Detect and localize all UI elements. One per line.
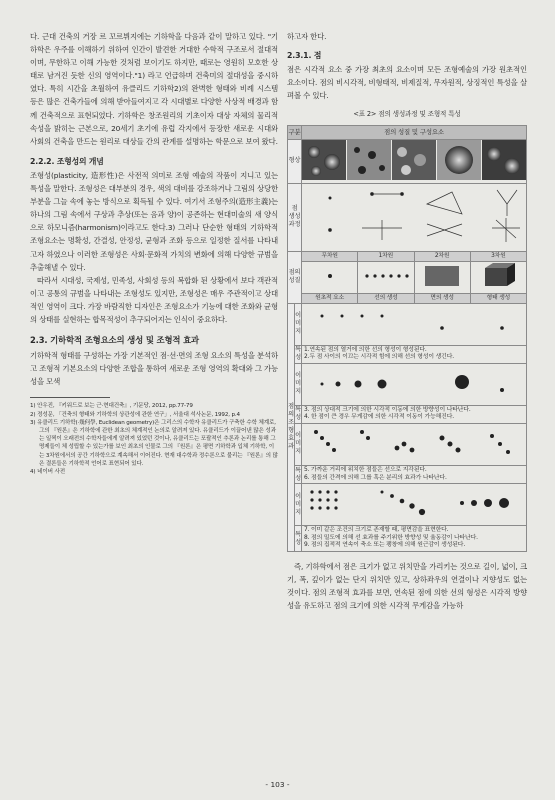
prop-label: 면의 생성 (414, 293, 470, 303)
page-number: - 103 - (265, 780, 290, 789)
row-label-feature: 특성 (295, 526, 302, 552)
prop-label: 형태 생성 (470, 293, 526, 303)
row-label-shape: 형상 (288, 139, 302, 183)
row-label-effect: 점의 조형 효과 (288, 303, 295, 551)
table-header-category: 구분 (288, 125, 302, 139)
row-label-feature: 특성 (295, 345, 302, 363)
prop-label: 선의 생성 (358, 293, 414, 303)
generation-diagrams (302, 183, 527, 251)
effect-image-2 (302, 363, 527, 405)
prop-cell-plane (414, 261, 470, 293)
diagram-dimension-3 (497, 190, 517, 216)
table-header-properties: 점의 성질 및 구성요소 (302, 125, 527, 139)
footnote-divider (30, 397, 110, 398)
effect-feature-3: 5. 가까운 거리에 위치한 점들은 선으로 지각된다. 6. 점들의 간격에 의해 그룹 혹은 분리의 효과가 나타난다. (302, 465, 527, 483)
row-label-feature: 특성 (295, 465, 302, 483)
right-column (287, 30, 527, 612)
effect-image-4 (302, 484, 527, 526)
paragraph: 즉, 기하학에서 점은 크기가 없고 위치만을 가리키는 것으로 길이, 넓이, 크기, 폭, 깊이가 없는 단지 위치만 있고, 상하좌우의 연결이나 지향성도 없는 것이다. 점의 조형적 효과를 보면, 연속된 점에 의한 선의 형성은 시각적 방향성을 유도하고 점의 크기에 의한 시각적 무게감을 가능하 (287, 561, 527, 611)
row-label-properties: 점의 성질 (288, 251, 302, 303)
diagram-row2 (329, 218, 521, 242)
paragraph: 하고자 한다. (287, 32, 327, 41)
paragraph: 따라서 시대성, 국제성, 민족성, 사회성 등의 복합화 된 상황에서 보다 객관적이고 공통의 규범을 나타내는 조형성도 있지만, 조형성은 매우 주관적이고 상대적인 영역이 크다. 가장 바람직한 디자인은 조형요소가 기능에 대한 조화와 균형의 상태를 실현하는 합목적성이 추구되어지는 인식이 중요하다. (30, 275, 278, 324)
effect-feature-2: 3. 점의 상대적 크기에 의한 시각적 이동에 의한 방향성이 나타난다. 4. 한 점이 큰 경우 무게감에 의한 시각적 이동이 가능해진다. (302, 405, 527, 423)
prop-cell-volume (470, 261, 526, 293)
paragraph: 점은 시각적 요소 중 가장 최초의 요소이며 모든 조형예술의 가장 원초적인 요소이다. 점의 비시각적, 비형태적, 비제질적, 무자원적, 상징적인 특성을 살펴볼 수 있다. (287, 65, 527, 101)
prop-cell-line (358, 261, 414, 293)
row-label-generation: 점 생성과정 (288, 183, 302, 251)
section-heading-2-2-2: 2.2.2. 조형성의 개념 (30, 156, 104, 166)
point-generation-table (287, 125, 527, 552)
photo-bubbles (482, 140, 526, 180)
table-caption: <표 2> 점의 생성과정 및 조형적 특성 (353, 110, 461, 119)
paragraph: 기하학적 형태를 구성하는 가장 기본적인 점·선·면의 조형 요소의 특성을 분석하고 조형적 기본요소의 다양한 조합을 통하여 새로운 조형 영역의 확대와 그 가능성을 모색 (30, 351, 278, 387)
diagram-dimension-1 (371, 192, 404, 195)
dim-label: 2차원 (414, 251, 470, 261)
dim-label: 무차원 (302, 251, 358, 261)
row-label-image: 이미지 (295, 303, 302, 345)
footnote: 3) 유클리드 기하학(·幾何學, Euclidean geometry)은 그리스의 수학자 유클리드가 구축한 수학 체계로, 그의 『원론』은 기하학에 관한 최초의 체계적인 논의로 알려져 있다. 유클리드가 이끌어낸 많은 성과는 일찍이 오래전의 수학자들에게 알려져 있었던 것이나, 유클리드는 포괄적인 추론과 논리를 통해 그 명제들이 체 성립할 수 있는가를 보인 최초의 인물로 그의 『원론』은 평면 기하학과 입체 기하학, 이는 3차원에서의 공간 기하학으로 계속해서 이어진다. 현재 대수학과 정수론으로 불리는 『원론』의 많은 결론들은 기하학적 언어로 표현되어 있다. (30, 419, 278, 467)
effect-feature-4: 7. 이미 같은 조건의 크기로 존재할 때, 평면감을 표현한다. 8. 점의 밀도에 의해 선 효과를 주기위한 방향성 및 율동감이 나타난다. 9. 점의 집적적 연속이 축소 또는 팽창에 의해 원근감이 생성된다. (302, 526, 527, 552)
paragraph: 다. 근대 건축의 거장 르 꼬르뷔지에는 기하학을 다음과 같이 말하고 있다. "기하학은 우주를 이해하기 위하여 인간이 발견한 거대한 수학적 구조로서 절대적이며, 무한하고 이해 가능한 것처럼 보이기도 하지만, 때로는 영원히 모호한 상태로 남겨진 듯한 신의 영역이다."1) 라고 언급하며 건축미의 절대성을 중시하였다. 특히 시간을 초월하여 유클리드 기하학2)의 완벽한 형태와 비례 시스템 등은 많은 건축가들에 의해 받아들여지고 각 시대별로 다양한 사상적 배경과 함께 건축적으로 표현되었다. 기하학은 창조원리의 기초이자 대상 자체의 물리적 속성을 밝히는 근본으로, 20세기 초기에 유럽 각지에서 등장한 새로운 시대와 사회의 건축을 만드는 원리로 대상들 간의 관계를 설명하는 학문으로 보여 왔다. (30, 32, 278, 146)
shape-photo-strip (302, 140, 526, 180)
section-heading-2-3: 2.3. 기하학적 조형요소의 생성 및 조형적 효과 (30, 335, 199, 346)
prop-cell-point (302, 261, 358, 293)
paragraph: 조형성(plasticity, 造形性)은 사전적 의미로 조형 예술의 작품이 지니고 있는 특성을 말한다. 조형성은 대부분의 경우, 색의 대비를 강조하거나 그림의 상당한 부분을 그늘 속에 놓는 방식으로 획득될 수 있다. 여기서 조형주의(造形主義)는 하나의 그림 속에서 구상과 추상(또는 음과 양)이 공존하는 현대미술의 새 양식으로 하모니즘(harmonism)이라고도 한다.3) 그러나 단순한 형태의 기하학적 조형요소는 명확성, 간결성, 안정성, 균형과 조화 등으로 일정한 질서를 나타내고자 하였으나 이러한 조형성은 사회·문화적 가치의 변화에 의해 다양한 규범을 추출해낼 수 있다. (30, 170, 278, 272)
prop-label: 원초적 요소 (302, 293, 358, 303)
diagram-dimension-2 (427, 192, 462, 214)
generation-diagram-svg (302, 184, 526, 248)
row-label-image: 이미지 (295, 484, 302, 526)
left-column (30, 30, 278, 476)
footnote: 2) 정성문, 「건축의 형태와 기하학의 상관성에 관한 연구」, 서울대 석사논문, 1992, p.4 (30, 411, 240, 418)
photo-dots (347, 140, 391, 180)
section-heading-2-3-1: 2.3.1. 점 (287, 51, 322, 61)
effect-image-1 (302, 303, 527, 345)
shape-photos (302, 139, 527, 183)
row-label-image: 이미지 (295, 363, 302, 405)
row-label-feature: 특성 (295, 405, 302, 423)
diagram-dimension-0 (329, 196, 332, 199)
row-label-image: 이미지 (295, 423, 302, 465)
dim-label: 3차원 (470, 251, 526, 261)
footnote: 4) 네이버 사전 (30, 469, 65, 476)
effect-feature-1: 1.연속된 점의 열거에 의한 선의 형성이 형성된다. 2.두 점 사이의 이끄는 시각적 힘에 의해 선의 형성이 생긴다. (302, 345, 527, 363)
footnote: 1) 안우진, 『키워드로 보는 근·현대건축』, 기문당, 2012, pp.77-79 (30, 403, 193, 410)
dim-label: 1차원 (358, 251, 414, 261)
effect-image-3 (302, 423, 527, 465)
